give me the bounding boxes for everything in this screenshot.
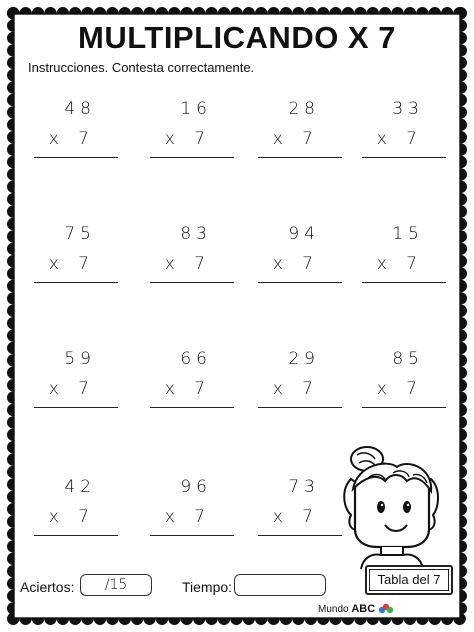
answer-line[interactable] xyxy=(34,282,118,283)
brand-prefix: Mundo xyxy=(318,604,349,615)
problem-3 xyxy=(258,97,342,177)
problem-multiplier: x 7 xyxy=(376,379,424,399)
problem-14 xyxy=(150,475,234,555)
tabla-sign xyxy=(365,565,453,595)
problem-multiplier: x 7 xyxy=(48,254,96,274)
problem-multiplier: x 7 xyxy=(48,507,96,527)
problem-top-number: 83 xyxy=(180,224,212,244)
problem-multiplier: x 7 xyxy=(376,254,424,274)
problem-multiplier: x 7 xyxy=(164,254,212,274)
problem-multiplier: x 7 xyxy=(164,129,212,149)
problem-top-number: 29 xyxy=(288,349,320,369)
problem-top-number: 66 xyxy=(180,349,212,369)
instructions-text: Instrucciones. Contesta correctamente. xyxy=(28,60,255,75)
answer-line[interactable] xyxy=(362,157,446,158)
answer-line[interactable] xyxy=(150,407,234,408)
aciertos-label: Aciertos: xyxy=(20,579,75,595)
brand-name: ABC xyxy=(351,603,376,615)
problem-4 xyxy=(362,97,446,177)
answer-line[interactable] xyxy=(150,282,234,283)
answer-line[interactable] xyxy=(34,157,118,158)
problem-7 xyxy=(258,222,342,302)
problem-13 xyxy=(34,475,118,555)
problem-multiplier: x 7 xyxy=(272,254,320,274)
problem-8 xyxy=(362,222,446,302)
problem-top-number: 48 xyxy=(64,99,96,119)
answer-line[interactable] xyxy=(258,282,342,283)
problem-top-number: 59 xyxy=(64,349,96,369)
problem-6 xyxy=(150,222,234,302)
problem-top-number: 85 xyxy=(392,349,424,369)
tiempo-box[interactable] xyxy=(234,574,326,596)
problem-top-number: 28 xyxy=(288,99,320,119)
problem-multiplier: x 7 xyxy=(376,129,424,149)
tabla-label: Tabla del 7 xyxy=(369,569,449,591)
girl-illustration xyxy=(337,445,447,570)
problem-15 xyxy=(258,475,342,555)
problem-multiplier: x 7 xyxy=(48,379,96,399)
problem-11 xyxy=(258,347,342,427)
problem-multiplier: x 7 xyxy=(272,379,320,399)
problem-10 xyxy=(150,347,234,427)
answer-line[interactable] xyxy=(34,407,118,408)
problem-multiplier: x 7 xyxy=(164,507,212,527)
page-title: MULTIPLICANDO X 7 xyxy=(78,20,396,55)
answer-line[interactable] xyxy=(362,282,446,283)
problem-multiplier: x 7 xyxy=(164,379,212,399)
problem-top-number: 94 xyxy=(288,224,320,244)
aciertos-box[interactable] xyxy=(80,574,152,596)
tiempo-label: Tiempo: xyxy=(182,579,233,595)
problem-top-number: 73 xyxy=(288,477,320,497)
problem-top-number: 15 xyxy=(392,224,424,244)
problem-top-number: 42 xyxy=(64,477,96,497)
answer-line[interactable] xyxy=(34,535,118,536)
brand-logo xyxy=(318,603,394,615)
answer-line[interactable] xyxy=(150,535,234,536)
problem-top-number: 33 xyxy=(392,99,424,119)
problem-top-number: 96 xyxy=(180,477,212,497)
problem-1 xyxy=(34,97,118,177)
problem-5 xyxy=(34,222,118,302)
answer-line[interactable] xyxy=(258,535,342,536)
answer-line[interactable] xyxy=(150,157,234,158)
problem-top-number: 75 xyxy=(64,224,96,244)
problem-12 xyxy=(362,347,446,427)
answer-line[interactable] xyxy=(258,157,342,158)
problem-multiplier: x 7 xyxy=(272,507,320,527)
aciertos-value: /15 xyxy=(104,577,128,593)
problem-multiplier: x 7 xyxy=(272,129,320,149)
answer-line[interactable] xyxy=(362,407,446,408)
problem-2 xyxy=(150,97,234,177)
answer-line[interactable] xyxy=(258,407,342,408)
problem-9 xyxy=(34,347,118,427)
problem-top-number: 16 xyxy=(180,99,212,119)
problem-multiplier: x 7 xyxy=(48,129,96,149)
colorful-circles-icon xyxy=(378,603,394,615)
